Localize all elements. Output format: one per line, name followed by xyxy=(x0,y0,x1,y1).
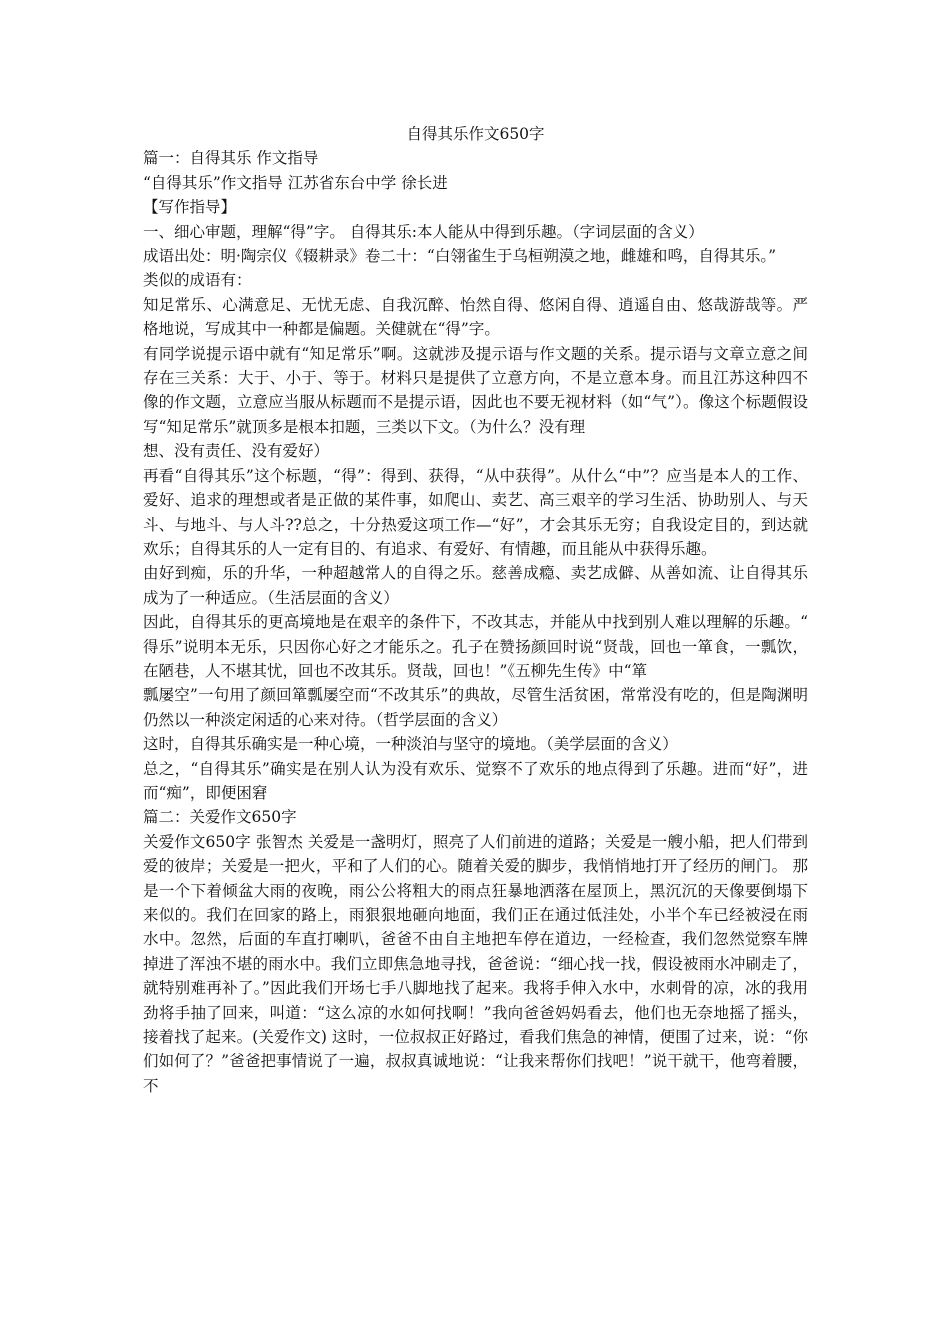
paragraph: 类似的成语有： xyxy=(143,271,252,290)
paragraph: 关爱作文650字 张智杰 关爱是一盏明灯，照亮了人们前进的道路；关爱是一艘小船，把人们带到爱的彼岸；关爱是一把火，平和了人们的心。随着关爱的脚步，我悄悄地打开了经历的闸门。 那是一个下着倾盆大雨的夜晚，雨公公将粗大的雨点狂暴地洒落在屋顶上，黑沉沉的天像要倒塌下来似的。我们在回家的路上，雨狠狠地砸向地面，我们正在通过低洼处，小半个车已经被浸在雨水中。忽然，后面的车直打喇叭，爸爸不由自主地把车停在道边，一经检查，我们忽然觉察车牌掉进了浑浊不堪的雨水中。我们立即焦急地寻找，爸爸说：“细心找一找，假设被雨水冲刷走了，就特别难再补了。”因此我们开场七手八脚地找了起来。我将手伸入水中，水刺骨的凉，冰的我用劲将手抽了回来，叫道：“这么凉的水如何找啊！”我向爸爸妈妈看去，他们也无奈地摇了摇头，接着找了起来。(关爱作文) 这时，一位叔叔正好路过，看我们焦急的神情，便围了过来，说：“你们如何了？”爸爸把事情说了一遍，叔叔真诚地说：“让我来帮你们找吧！”说干就干，他弯着腰，不 xyxy=(143,832,808,1095)
paragraph: 因此，自得其乐的更高境地是在艰辛的条件下，不改其志，并能从中找到别人难以理解的乐趣。“得乐”说明本无乐，只因你心好之才能乐之。孔子在赞扬颜回时说“贤哉，回也一箪食，一瓢饮，在陋巷，人不堪其忧，回也不改其乐。贤哉，回也！”《五柳先生传》中“箪 xyxy=(143,613,808,680)
document-page xyxy=(143,122,808,1098)
paragraph: 这时，自得其乐确实是一种心境，一种淡泊与坚守的境地。（美学层面的含义） xyxy=(143,735,678,754)
paragraph: 想、没有责任、没有爱好） xyxy=(143,442,330,461)
paragraph: 篇二：关爱作文650字 xyxy=(143,808,297,827)
paragraph: 一、细心审题，理解“得”字。 自得其乐:本人能从中得到乐趣。（字词层面的含义） xyxy=(143,222,704,241)
paragraph: 总之，“自得其乐”确实是在别人认为没有欢乐、觉察不了欢乐的地点得到了乐趣。进而“好”，进而“痴”，即便困窘 xyxy=(143,759,808,802)
paragraph: 成语出处：明·陶宗仪《辍耕录》卷二十：“白翎雀生于乌桓朔漠之地，雌雄和鸣，自得其乐。” xyxy=(143,247,777,266)
paragraph: 由好到痴，乐的升华，一种超越常人的自得之乐。慈善成瘾、卖艺成僻、从善如流、让自得其乐成为了一种适应。（生活层面的含义） xyxy=(143,564,808,607)
document-title: 自得其乐作文650字 xyxy=(406,125,545,143)
paragraph: 【写作指导】 xyxy=(143,198,237,217)
paragraph: 篇一：自得其乐 作文指导 xyxy=(143,149,319,168)
paragraph: 再看“自得其乐”这个标题，“得”：得到、获得，“从中获得”。从什么“中”？应当是本人的工作、爱好、追求的理想或者是正做的某件事，如爬山、卖艺、高三艰辛的学习生活、协助别人、与天斗、与地斗、与人斗??总之，十分热爱这项工作—“好”，才会其乐无穷；自我设定目的，到达就欢乐；自得其乐的人一定有目的、有追求、有爱好、有情趣，而且能从中获得乐趣。 xyxy=(143,466,808,558)
paragraph: 有同学说提示语中就有“知足常乐”啊。这就涉及提示语与作文题的关系。提示语与文章立意之间存在三关系：大于、小于、等于。材料只是提供了立意方向，不是立意本身。而且江苏这种四不像的作文题，立意应当服从标题而不是提示语，因此也不要无视材料（如“气”）。像这个标题假设写“知足常乐”就顶多是根本扣题，三类以下文。（为什么？没有理 xyxy=(143,344,808,436)
paragraph: 瓢屡空”一句用了颜回箪瓢屡空而“不改其乐”的典故，尽管生活贫困，常常没有吃的，但是陶渊明仍然以一种淡定闲适的心来对待。（哲学层面的含义） xyxy=(143,686,808,729)
paragraph: 知足常乐、心满意足、无忧无虑、自我沉醉、怡然自得、悠闲自得、逍遥自由、悠哉游哉等。严格地说，写成其中一种都是偏题。关健就在“得”字。 xyxy=(143,295,808,339)
paragraph: “自得其乐”作文指导 江苏省东台中学 徐长进 xyxy=(143,173,448,192)
